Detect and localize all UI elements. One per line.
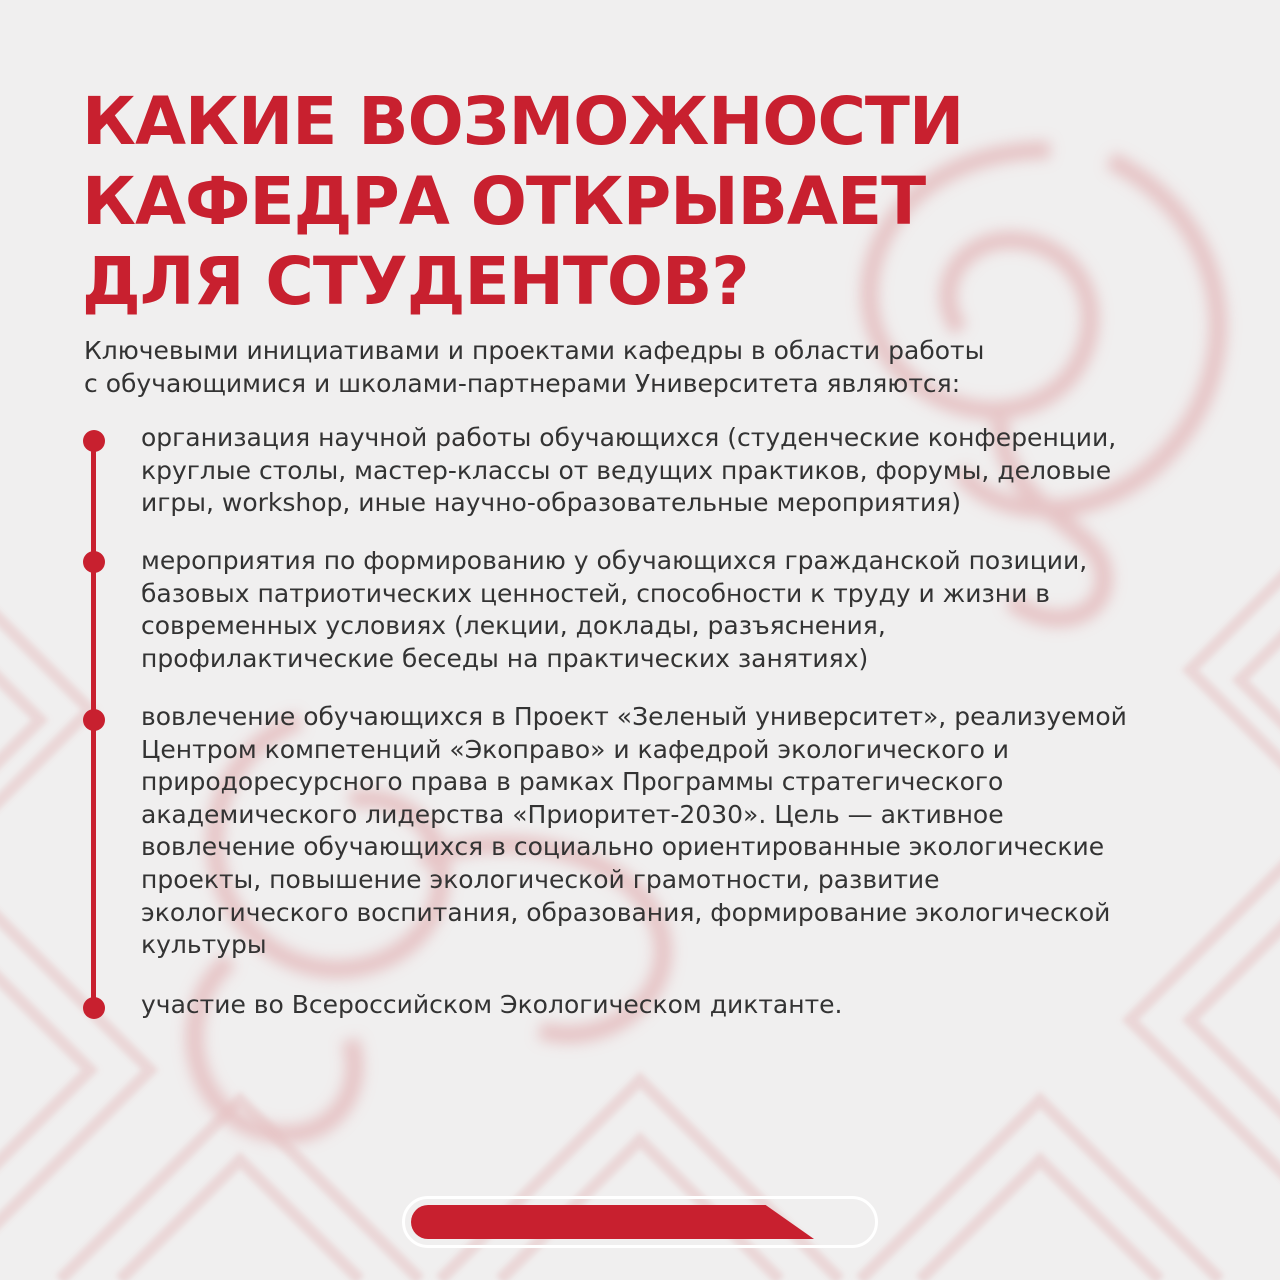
list-item-line: экологического воспитания, образования, формирование экологической bbox=[141, 897, 1111, 927]
list-item-line: вовлечение обучающихся в социально ориентированные экологические bbox=[141, 832, 1105, 862]
intro-line: Ключевыми инициативами и проектами кафедры в области работы bbox=[84, 336, 985, 365]
list-item-line: Центром компетенций «Экоправо» и кафедрой экологического и bbox=[141, 734, 1010, 764]
list-item bbox=[141, 422, 1241, 520]
list-item-line: круглые столы, мастер-классы от ведущих практиков, форумы, деловые bbox=[141, 455, 1112, 485]
intro-paragraph bbox=[84, 334, 1204, 400]
progress-bar bbox=[402, 1196, 878, 1248]
list-item-line: базовых патриотических ценностей, способности к труду и жизни в bbox=[141, 578, 1051, 608]
title-line: КАФЕДРА ОТКРЫВАЕТ bbox=[82, 163, 926, 240]
list-item-line: академического лидерства «Приоритет-2030». Цель — активное bbox=[141, 799, 1004, 829]
bullet-dot bbox=[83, 997, 105, 1019]
bullet-dot bbox=[83, 709, 105, 731]
list-item-line: организация научной работы обучающихся (студенческие конференции, bbox=[141, 423, 1117, 452]
list-item-line: мероприятия по формированию у обучающихся гражданской позиции, bbox=[141, 546, 1088, 575]
title-line: КАКИЕ ВОЗМОЖНОСТИ bbox=[82, 83, 964, 160]
progress-bar-fill bbox=[411, 1205, 814, 1239]
list-item-line: профилактические беседы на практических занятиях) bbox=[141, 643, 869, 673]
list-item-line: вовлечение обучающихся в Проект «Зеленый университет», реализуемой bbox=[141, 702, 1127, 731]
bullet-dot bbox=[83, 551, 105, 573]
list-item-line: участие во Всероссийском Экологическом диктанте. bbox=[141, 990, 843, 1019]
list-item-line: природоресурсного права в рамках Программы стратегического bbox=[141, 767, 1004, 797]
title-line: ДЛЯ СТУДЕНТОВ? bbox=[82, 243, 749, 320]
intro-line: с обучающимися и школами-партнерами Университета являются: bbox=[84, 369, 961, 398]
list-item-line: проекты, повышение экологической грамотности, развитие bbox=[141, 864, 940, 894]
list-item bbox=[141, 545, 1241, 675]
page-title bbox=[82, 82, 1182, 322]
list-item bbox=[141, 989, 1241, 1022]
list-item-line: игры, workshop, иные научно-образовательные мероприятия) bbox=[141, 488, 961, 518]
list-item-line: современных условиях (лекции, доклады, разъяснения, bbox=[141, 611, 886, 641]
bullet-dot bbox=[83, 430, 105, 452]
list-item bbox=[141, 701, 1241, 962]
list-item-line: культуры bbox=[141, 930, 267, 960]
